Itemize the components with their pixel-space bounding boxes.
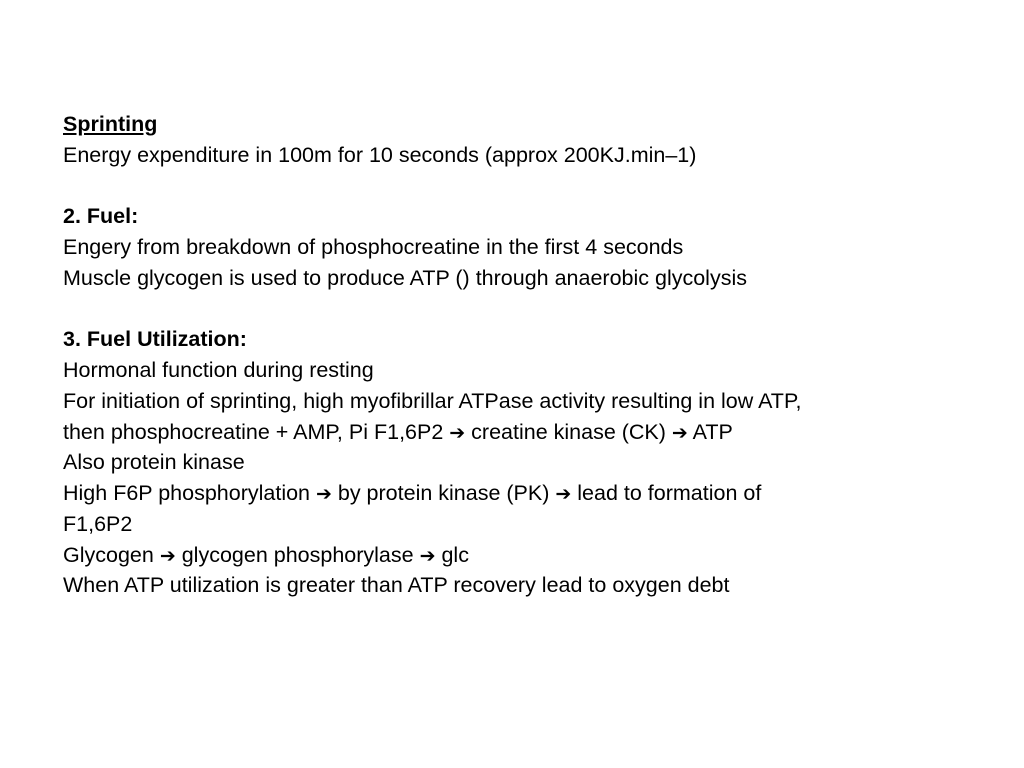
pathway-text: by protein kinase (PK) bbox=[331, 481, 556, 505]
f16p2-text: F1,6P2 bbox=[63, 511, 133, 536]
pathway-text: ATP bbox=[687, 419, 733, 444]
right-arrow-icon: ➔ bbox=[671, 421, 688, 444]
f6p-phosphorylation-text bbox=[63, 478, 963, 509]
pathway-text: Glycogen bbox=[63, 542, 160, 567]
right-arrow-icon: ➔ bbox=[315, 483, 332, 505]
sprinting-heading: Sprinting bbox=[63, 112, 158, 136]
pathway-text: glc bbox=[435, 542, 469, 567]
spacer bbox=[63, 171, 963, 202]
initiation-text: For initiation of sprinting, high myofibrillar ATPase activity resulting in low ATP, bbox=[63, 388, 802, 413]
creatine-kinase-pathway-text bbox=[63, 417, 963, 448]
right-arrow-icon: ➔ bbox=[159, 544, 176, 567]
spacer bbox=[63, 294, 963, 325]
pathway-text: then phosphocreatine + AMP, Pi F1,6P2 bbox=[63, 419, 450, 444]
pathway-text: lead to formation of bbox=[571, 481, 762, 505]
glycogen-pathway-text bbox=[63, 540, 963, 571]
muscle-glycogen-text: Muscle glycogen is used to produce ATP () through anaerobic glycolysis bbox=[63, 265, 747, 290]
phosphocreatine-text: Engery from breakdown of phosphocreatine in the first 4 seconds bbox=[63, 235, 684, 259]
energy-expenditure-text: Energy expenditure in 100m for 10 seconds (approx 200KJ.min–1) bbox=[63, 142, 697, 167]
pathway-text: glycogen phosphorylase bbox=[175, 542, 420, 567]
right-arrow-icon: ➔ bbox=[449, 421, 466, 444]
hormonal-function-text: Hormonal function during resting bbox=[63, 358, 374, 382]
right-arrow-icon: ➔ bbox=[555, 483, 572, 505]
fuel-utilization-heading: 3. Fuel Utilization: bbox=[63, 327, 247, 352]
pathway-text: High F6P phosphorylation bbox=[63, 481, 316, 505]
protein-kinase-text: Also protein kinase bbox=[63, 450, 245, 475]
right-arrow-icon: ➔ bbox=[419, 544, 436, 567]
oxygen-debt-text: When ATP utilization is greater than ATP recovery lead to oxygen debt bbox=[63, 573, 730, 598]
fuel-heading: 2. Fuel: bbox=[63, 204, 139, 229]
slide-body bbox=[63, 109, 963, 601]
pathway-text: creatine kinase (CK) bbox=[465, 419, 672, 444]
